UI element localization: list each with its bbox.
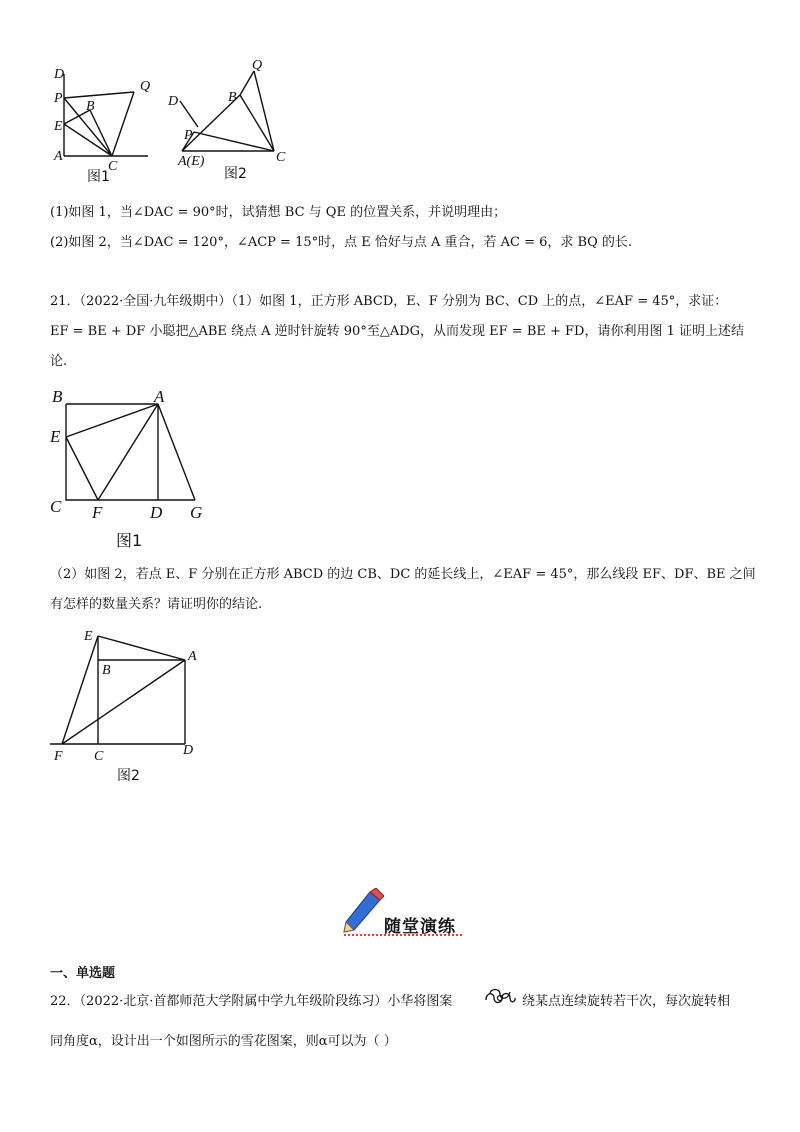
q21-figure-2 [40, 622, 220, 767]
q21f1-point-c: C [50, 497, 62, 516]
top-figure-2 [160, 55, 300, 180]
q21f2-point-c: C [94, 749, 104, 764]
q21-line3: 论. [50, 354, 68, 369]
fig1-point-d: D [54, 67, 65, 82]
q21f2-point-f: F [54, 749, 63, 764]
top-fig2-caption: 图2 [224, 166, 247, 182]
q22-line1b: 绕某点连续旋转若干次，每次旋转相 [522, 994, 731, 1009]
fig1-point-e: E [54, 119, 63, 134]
q21f2-point-b: B [102, 663, 111, 678]
banner [340, 888, 470, 938]
q21-part2-line1: （2）如图 2，若点 E、F 分别在正方形 ABCD 的边 CB、DC 的延长线上，∠EAF = 45°，那么线段 EF、DF、BE 之间 [50, 567, 756, 582]
q22-line2: 同角度α，设计出一个如图所示的雪花图案，则α可以为（ ） [50, 1034, 397, 1049]
banner-underline [344, 934, 462, 936]
q22-line1a: 22．（2022·北京·首都师范大学附属中学九年级阶段练习）小华将图案 [50, 994, 453, 1009]
fig2-point-d: D [168, 94, 179, 109]
banner-title: 随堂演练 [384, 917, 456, 937]
fig2-point-b: B [228, 90, 237, 105]
q21-line2: EF = BE + DF 小聪把△ABE 绕点 A 逆时针旋转 90°至△ADG，从而发现 EF = BE + FD，请你利用图 1 证明上述结 [50, 324, 745, 339]
top-fig1-caption: 图1 [87, 169, 110, 185]
fig1-point-a: A [54, 149, 63, 164]
fig1-point-q: Q [140, 79, 151, 94]
q21-figure-1 [40, 382, 220, 522]
q21-part2-line2: 有怎样的数量关系？请证明你的结论. [50, 597, 263, 612]
q21f1-point-d: D [150, 503, 163, 522]
q21f1-point-e: E [50, 427, 61, 446]
q21f1-point-a: A [154, 387, 165, 406]
q20-part2: (2)如图 2，当∠DAC = 120°，∠ACP = 15°时，点 E 恰好与点 A 重合，若 AC = 6，求 BQ 的长. [50, 235, 633, 250]
fig2-point-p: P [184, 128, 193, 143]
q20-part1: (1)如图 1，当∠DAC = 90°时，试猜想 BC 与 QE 的位置关系，并说明理由； [50, 205, 507, 220]
fig2-point-ae: A(E) [178, 154, 205, 169]
q21-fig1-caption: 图1 [116, 531, 143, 550]
fig2-point-c: C [276, 150, 286, 165]
pencil-icon [340, 888, 384, 936]
q21-fig2-caption: 图2 [117, 768, 140, 784]
q21f2-point-d: D [183, 743, 194, 758]
q21f1-point-g: G [190, 503, 203, 522]
fig1-point-b: B [86, 99, 95, 114]
q21f1-point-f: F [92, 503, 103, 522]
q21f2-point-e: E [84, 629, 93, 644]
fig1-point-p: P [54, 91, 63, 106]
knot-pattern-icon [482, 986, 518, 1008]
q21-line1: 21．（2022·全国·九年级期中）（1）如图 1，正方形 ABCD，E、F 分别为 BC、CD 上的点，∠EAF = 45°，求证： [50, 294, 728, 309]
q21f1-point-b: B [52, 387, 63, 406]
q21f2-point-a: A [188, 649, 197, 664]
fig1-point-c: C [108, 159, 118, 174]
fig2-point-q: Q [252, 58, 263, 73]
section-title: 一、单选题 [50, 966, 116, 981]
